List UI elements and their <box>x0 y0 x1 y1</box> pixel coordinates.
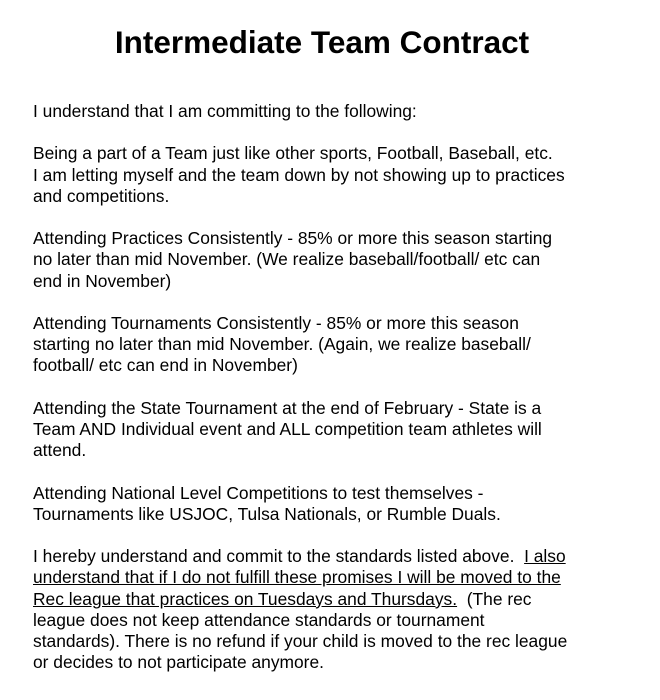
paragraph-line: Being a part of a Team just like other sports, Football, Baseball, etc. <box>33 143 553 164</box>
paragraph-line: Tournaments like USJOC, Tulsa Nationals, or Rumble Duals. <box>33 503 501 524</box>
paragraph-line: league does not keep attendance standards or tournament <box>33 609 485 630</box>
paragraph-line <box>33 546 633 567</box>
page-title: Intermediate Team Contract <box>114 24 530 60</box>
paragraph-line: Attending Tournaments Consistently - 85% or more this season <box>33 312 519 333</box>
state-tournament-paragraph <box>33 398 633 462</box>
paragraph-line <box>33 589 633 610</box>
paragraph-line: no later than mid November. (We realize baseball/football/ etc can <box>33 249 541 270</box>
rec-league-warning: I also <box>524 546 566 567</box>
paragraph-line: Attending the State Tournament at the end of February - State is a <box>33 397 542 418</box>
paragraph-line: Team AND Individual event and ALL competition team athletes will <box>33 418 542 439</box>
rec-league-warning: understand that if I do not fulfill these promises I will be moved to the <box>33 567 561 588</box>
commitment-paragraph <box>33 546 633 673</box>
paragraph-line: standards). There is no refund if your child is moved to the rec league <box>33 630 568 651</box>
tournaments-paragraph <box>33 313 633 377</box>
paragraph-line: Attending National Level Competitions to test themselves - <box>33 482 484 503</box>
paragraph-line: attend. <box>33 440 87 461</box>
rec-league-note: (The rec <box>457 588 532 609</box>
paragraph-line: and competitions. <box>33 185 170 206</box>
rec-league-warning: Rec league that practices on Tuesdays and Thursdays. <box>33 588 458 609</box>
paragraph-line: Attending Practices Consistently - 85% or more this season starting <box>33 228 553 249</box>
paragraph-line: I am letting myself and the team down by not showing up to practices <box>33 164 565 185</box>
contract-body <box>33 101 633 695</box>
practices-paragraph <box>33 228 633 292</box>
national-competitions-paragraph <box>33 483 633 525</box>
team-commitment-paragraph <box>33 143 633 207</box>
paragraph-line: football/ etc can end in November) <box>33 355 298 376</box>
commitment-statement: I hereby understand and commit to the standards listed above. <box>33 546 525 567</box>
paragraph-line: end in November) <box>33 270 172 291</box>
paragraph-line: or decides to not participate anymore. <box>33 652 324 673</box>
paragraph-line: starting no later than mid November. (Again, we realize baseball/ <box>33 334 531 355</box>
intro-paragraph: I understand that I am committing to the following: <box>33 101 417 121</box>
